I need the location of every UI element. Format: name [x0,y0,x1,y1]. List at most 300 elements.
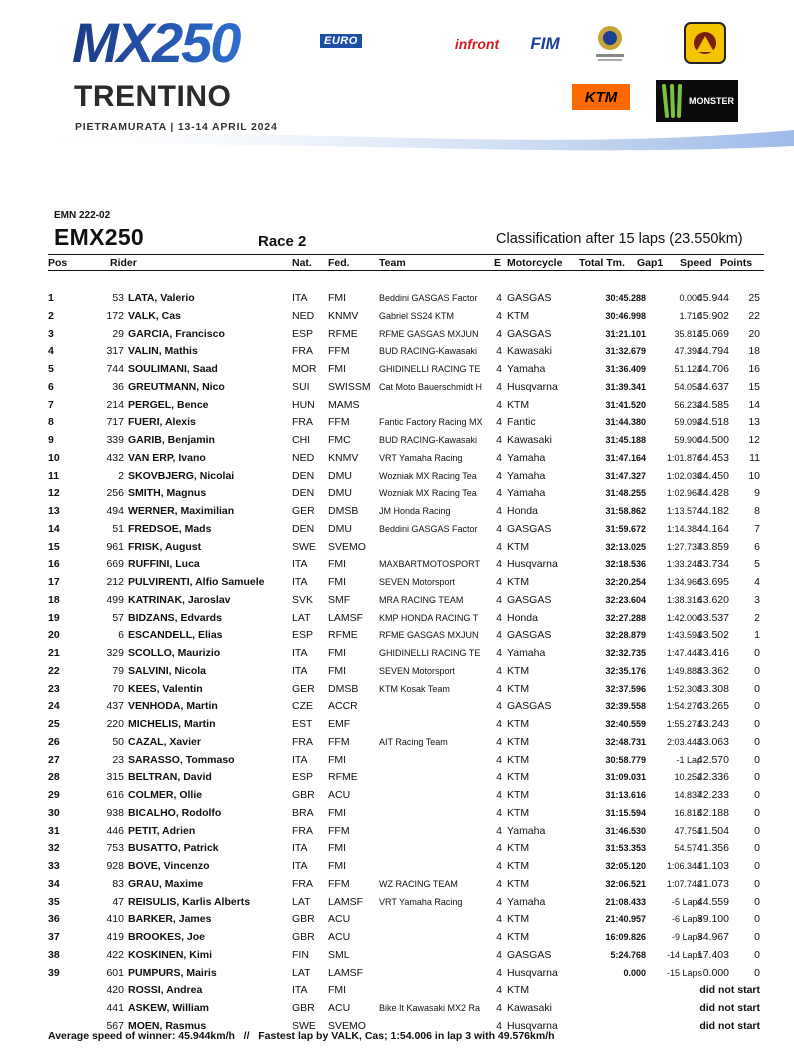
cell-pos: 39 [48,966,60,979]
cell-e: 4 [496,877,502,890]
cell-points: 10 [748,469,760,482]
cell-nat: FRA [292,416,313,429]
cell-number: 47 [112,895,124,908]
cell-motorcycle: KTM [507,664,530,677]
cell-fed: DMU [328,487,352,500]
cell-pos: 4 [48,345,54,358]
cell-team: VRT Yamaha Racing [379,896,463,907]
cell-pos: 23 [48,682,60,695]
cell-team: Beddini GASGAS Factor [379,523,478,534]
cell-total-time: 32:35.176 [605,665,646,676]
cell-rider: RUFFINI, Luca [128,558,200,571]
cell-points: 7 [754,522,760,535]
cell-points: 0 [754,735,760,748]
cell-pos: 21 [48,647,60,659]
cell-fed: ACU [328,931,351,943]
cell-number: 220 [106,718,124,730]
cell-motorcycle: KTM [507,860,530,872]
cell-total-time: 32:06.521 [605,878,646,889]
cell-gap1: 0.000 [679,293,702,303]
cell-pos: 38 [48,948,60,961]
cell-points: 12 [748,434,760,446]
cell-speed: 44.637 [696,380,729,393]
cell-speed: 44.450 [696,469,729,482]
cell-total-time: 16:09.826 [605,932,646,942]
table-row [48,591,764,609]
cell-total-time: 31:21.101 [605,328,646,339]
cell-team: MAXBARTMOTOSPORT [379,559,481,570]
cell-total-time: 31:09.031 [605,772,646,783]
cell-speed: 43.416 [696,647,729,659]
cell-fed: ACU [328,913,351,926]
cell-number: 51 [112,522,124,535]
cell-team: GHIDINELLI RACING TE [379,648,481,658]
cell-gap1: -15 Laps [666,967,702,978]
table-row [48,413,764,431]
cell-speed: 42.570 [696,753,729,766]
cell-number: 669 [106,558,124,571]
cell-points: 0 [754,789,760,801]
cell-fed: FMI [328,647,347,659]
cell-rider: VALIN, Mathis [128,345,198,358]
cell-e: 4 [496,345,502,358]
cell-team: VRT Yamaha Racing [379,452,463,463]
cell-fed: KNMV [328,309,359,322]
cell-gap1: 1:55.271 [666,719,702,729]
cell-motorcycle: Husqvarna [507,380,558,393]
cell-speed: 44.500 [696,434,729,446]
brand-text: MX250 [72,14,240,72]
table-row [48,910,764,928]
cell-number: 616 [106,789,124,801]
footer-note: Average speed of winner: 45.944km/h // Fastest lap by VALK, Cas; 1:54.006 in lap 3 with 49.576km/h [48,1030,555,1042]
cell-gap1: 1:27.737 [666,541,702,552]
cell-points: 0 [754,860,760,872]
cell-e: 4 [496,700,502,713]
table-row [48,680,764,698]
cell-number: 446 [106,824,124,837]
cell-pos: 31 [48,824,60,837]
cell-points: 0 [754,913,760,926]
monster-energy-logo [656,80,738,122]
cell-e: 4 [496,984,502,997]
table-row [48,839,764,857]
cell-fed: LAMSF [328,895,364,908]
cell-fed: FMI [328,984,347,997]
cell-gap1: 10.252 [674,772,702,783]
cell-speed: 44.559 [696,895,729,908]
cell-number: 36 [112,380,124,393]
cell-pos: 9 [48,434,54,446]
cell-pos: 30 [48,806,60,819]
cell-points: 0 [754,824,760,837]
cell-rider: BIDZANS, Edvards [128,611,222,624]
table-row [48,449,764,467]
cell-number: 53 [112,292,124,304]
cell-points: 0 [754,948,760,961]
table-row [48,360,764,378]
table-row [48,325,764,343]
cell-speed: 43.308 [696,682,729,695]
cell-total-time: 31:45.188 [605,435,646,445]
cell-motorcycle: KTM [507,806,530,819]
cell-nat: GER [292,505,315,517]
results-body [48,271,764,1035]
table-header [48,254,764,271]
table-row [48,946,764,964]
cell-e: 4 [496,913,502,926]
table-row [48,697,764,715]
cell-e: 4 [496,771,502,784]
federation-crest-icon [684,22,726,64]
cell-points: 8 [754,505,760,517]
cell-e: 4 [496,718,502,730]
cell-speed: 44.453 [696,451,729,464]
header-pos: Pos [48,257,68,269]
cell-rider: PERGEL, Bence [128,398,209,411]
cell-gap1: 1:06.341 [666,861,702,871]
cell-gap1: 1:38.316 [666,594,702,605]
cell-gap1: 1:01.876 [666,452,702,463]
cell-motorcycle: KTM [507,540,530,553]
cell-speed: 41.073 [696,877,729,890]
cell-speed: 44.164 [696,522,729,535]
cell-motorcycle: Yamaha [507,647,546,659]
cell-total-time: 30:46.998 [605,310,646,321]
header-swoosh [0,120,794,160]
cell-fed: FMI [328,363,347,375]
cell-rider: KEES, Valentin [128,682,203,695]
cell-gap1: -6 Laps [671,914,702,925]
header-fed: Fed. [328,257,350,269]
table-row [48,875,764,893]
cell-fed: FMI [328,860,347,872]
class-name: EMX250 [54,224,145,250]
cell-rider: GARCIA, Francisco [128,327,225,340]
table-row [48,644,764,662]
cell-gap1: 1:42.000 [666,612,702,623]
cell-points: 0 [754,753,760,766]
cell-fed: FFM [328,877,350,890]
table-row [48,715,764,733]
cell-gap1: 51.121 [674,364,702,374]
cell-motorcycle: KTM [507,842,530,855]
cell-rider: FREDSOE, Mads [128,522,212,535]
cell-e: 4 [496,842,502,855]
cell-team: Gabriel SS24 KTM [379,310,455,321]
cell-number: 214 [106,398,124,411]
cell-rider: REISULIS, Karlis Alberts [128,895,251,908]
cell-motorcycle: KTM [507,789,530,801]
header-rider: Rider [110,257,137,269]
table-row [48,893,764,911]
cell-rider: WERNER, Maximilian [128,505,235,517]
cell-pos: 35 [48,895,60,908]
cell-speed: 43.859 [696,540,729,553]
cell-fed: FMI [328,576,347,588]
cell-speed: 44.182 [696,505,729,517]
cell-number: 499 [106,593,124,606]
cell-motorcycle: GASGAS [507,327,552,340]
cell-gap1: 35.813 [674,328,702,339]
cell-gap1: -5 Laps [671,896,702,907]
table-row [48,573,764,591]
cell-number: 567 [106,1019,124,1032]
cell-number: 717 [106,416,124,429]
cell-team: RFME GASGAS MXJUN [379,328,479,339]
cell-motorcycle: KTM [507,913,530,926]
cell-total-time: 32:27.288 [605,612,646,623]
table-row [48,431,764,449]
header-speed: Speed [680,257,712,269]
cell-e: 4 [496,558,502,571]
cell-team: SEVEN Motorsport [379,665,456,676]
cell-rider: ASKEW, William [128,1002,210,1014]
cell-speed: 17.403 [696,948,729,961]
cell-nat: ITA [292,842,308,855]
cell-number: 50 [112,735,124,748]
cell-points: 2 [754,611,760,624]
cell-rider: GARIB, Benjamin [128,434,215,446]
table-row [48,467,764,485]
cell-nat: DEN [292,487,315,500]
cell-total-time: 32:40.559 [605,719,646,729]
cell-gap1: 1:52.308 [666,683,702,694]
cell-motorcycle: Yamaha [507,895,546,908]
cell-points: 16 [748,363,760,375]
cell-number: 441 [106,1002,124,1014]
cell-speed: 43.243 [696,718,729,730]
cell-fed: FFM [328,735,350,748]
cell-fed: FMI [328,753,347,766]
cell-number: 2 [118,469,124,482]
cell-total-time: 31:36.409 [605,364,646,374]
cell-number: 432 [106,451,124,464]
cell-points: 0 [754,771,760,784]
cell-total-time: 21:08.433 [605,896,646,907]
cell-fed: FFM [328,824,350,837]
cell-gap1: 14.837 [674,790,702,800]
cell-points: 11 [749,451,760,464]
cell-rider: SCOLLO, Maurizio [128,647,221,659]
cell-motorcycle: Kawasaki [507,345,552,358]
cell-e: 4 [496,735,502,748]
header-team: Team [379,257,406,269]
cell-fed: FMC [328,434,351,446]
cell-total-time: 31:13.616 [605,790,646,800]
cell-nat: FRA [292,824,313,837]
cell-e: 4 [496,576,502,588]
cell-gap1: -9 Laps [671,932,702,942]
cell-number: 317 [106,345,124,358]
cell-total-time: 32:20.254 [605,577,646,587]
cell-points: 0 [754,931,760,943]
cell-pos: 37 [48,931,60,943]
cell-pos: 13 [48,505,60,517]
table-row [48,502,764,520]
cell-points: 5 [754,558,760,571]
cell-nat: EST [292,718,313,730]
cell-nat: MOR [292,363,317,375]
cell-team: GHIDINELLI RACING TE [379,364,481,374]
cell-rider: FRISK, August [128,540,202,553]
cell-e: 4 [496,753,502,766]
fim-logo: FIM [530,34,560,53]
cell-points: 3 [754,593,760,606]
cell-nat: CZE [292,700,313,713]
cell-pos: 6 [48,380,54,393]
cell-nat: GBR [292,931,315,943]
cell-rider: VALK, Cas [128,309,181,322]
cell-e: 4 [496,806,502,819]
cell-speed: 0.000 [702,966,729,979]
cell-speed: 34.967 [696,931,729,943]
cell-number: 419 [106,931,124,943]
cell-fed: FMI [328,664,347,677]
cell-total-time: 32:39.558 [605,701,646,712]
cell-fed: FMI [328,842,347,855]
cell-total-time: 32:18.536 [605,559,646,570]
cell-number: 339 [106,434,124,446]
cell-number: 256 [106,487,124,500]
header-e: E [494,257,502,269]
cell-motorcycle: KTM [507,309,530,322]
cell-fed: ACU [328,1002,351,1014]
cell-e: 4 [496,682,502,695]
cell-pos: 18 [48,593,60,606]
cell-pos: 32 [48,842,60,855]
table-row [48,555,764,573]
cell-number: 744 [106,363,124,375]
cell-fed: DMU [328,522,352,535]
cell-total-time: 31:39.341 [605,381,646,392]
cell-gap1: 1:07.742 [666,878,702,889]
cell-points: 0 [754,806,760,819]
cell-total-time: 32:23.604 [605,594,646,605]
cell-rider: MOEN, Rasmus [128,1019,207,1032]
table-row [48,662,764,680]
cell-number: 70 [112,682,124,695]
cell-points: 18 [748,345,760,358]
cell-nat: SVK [292,593,314,606]
cell-fed: SWISSM [328,380,371,393]
cell-nat: NED [292,451,315,464]
cell-e: 4 [496,647,502,659]
cell-nat: DEN [292,469,315,482]
cell-pos: 27 [48,753,60,766]
cell-number: 601 [106,966,124,979]
table-row [48,964,764,982]
header-nat: Nat. [292,257,312,269]
cell-speed: 43.265 [696,700,729,713]
cell-number: 83 [112,877,124,890]
cell-rider: SOULIMANI, Saad [128,363,218,375]
cell-fed: DMU [328,469,352,482]
table-row [48,804,764,822]
cell-total-time: 31:47.327 [605,470,646,481]
cell-total-time: 32:48.731 [605,736,646,747]
cell-rider: GREUTMANN, Nico [128,380,225,393]
fmi-logo-icon [590,22,630,64]
cell-nat: GBR [292,789,315,801]
cell-pos: 3 [48,327,54,340]
cell-fed: FMI [328,806,347,819]
cell-nat: DEN [292,522,315,535]
cell-pos: 2 [48,309,54,322]
cell-fed: LAMSF [328,611,364,624]
cell-pos: 14 [48,522,60,535]
cell-e: 4 [496,966,502,979]
cell-motorcycle: Yamaha [507,469,546,482]
cell-nat: NED [292,309,315,322]
cell-total-time: 32:37.596 [605,683,646,694]
cell-fed: DMSB [328,505,359,517]
cell-nat: GBR [292,913,315,926]
cell-motorcycle: Yamaha [507,824,546,837]
cell-nat: ITA [292,647,308,659]
cell-total-time: 31:15.594 [605,807,646,818]
document-code: EMN 222-02 [54,210,111,221]
cell-number: 6 [118,629,124,642]
cell-motorcycle: KTM [507,771,530,784]
cell-speed: 42.336 [696,771,729,784]
cell-pos: 15 [48,540,60,553]
cell-gap1: 1:49.888 [666,665,702,676]
cell-pos: 28 [48,771,60,784]
header-motorcycle: Motorcycle [507,257,563,269]
cell-gap1: 1:02.039 [666,470,702,481]
cell-total-time: 31:47.164 [605,452,646,463]
cell-e: 4 [496,292,502,304]
cell-motorcycle: Kawasaki [507,434,552,446]
table-row [48,484,764,502]
cell-rider: BARKER, James [128,913,212,926]
cell-speed: 43.734 [696,558,729,571]
header-gap1: Gap1 [637,257,664,269]
cell-points: 9 [754,487,760,500]
cell-e: 4 [496,629,502,642]
cell-e: 4 [496,363,502,375]
cell-gap1: 1:54.270 [666,701,702,712]
cell-nat: FRA [292,345,313,358]
cell-e: 4 [496,487,502,500]
cell-gap1: 1:33.248 [666,559,702,570]
cell-nat: ESP [292,327,314,340]
cell-rider: BROOKES, Joe [128,931,206,943]
cell-team: KMP HONDA RACING T [379,612,479,623]
cell-status: did not start [699,984,760,997]
cell-nat: ITA [292,984,308,997]
cell-e: 4 [496,434,502,446]
table-row [48,396,764,414]
infront-logo: infront [454,36,500,52]
header-points: Points [720,257,753,269]
cell-nat: FIN [292,948,309,961]
cell-speed: 45.944 [696,292,729,304]
cell-gap1: -1 Lap [676,754,702,765]
cell-speed: 45.069 [696,327,729,340]
cell-nat: FRA [292,877,313,890]
cell-nat: ITA [292,558,308,571]
euro-tag: EURO [320,34,362,48]
cell-pos: 25 [48,718,60,730]
cell-gap1: 1.710 [679,310,702,321]
cell-speed: 41.103 [696,860,729,872]
table-row [48,928,764,946]
cell-e: 4 [496,522,502,535]
cell-fed: SMF [328,593,351,606]
cell-fed: SML [328,948,350,961]
